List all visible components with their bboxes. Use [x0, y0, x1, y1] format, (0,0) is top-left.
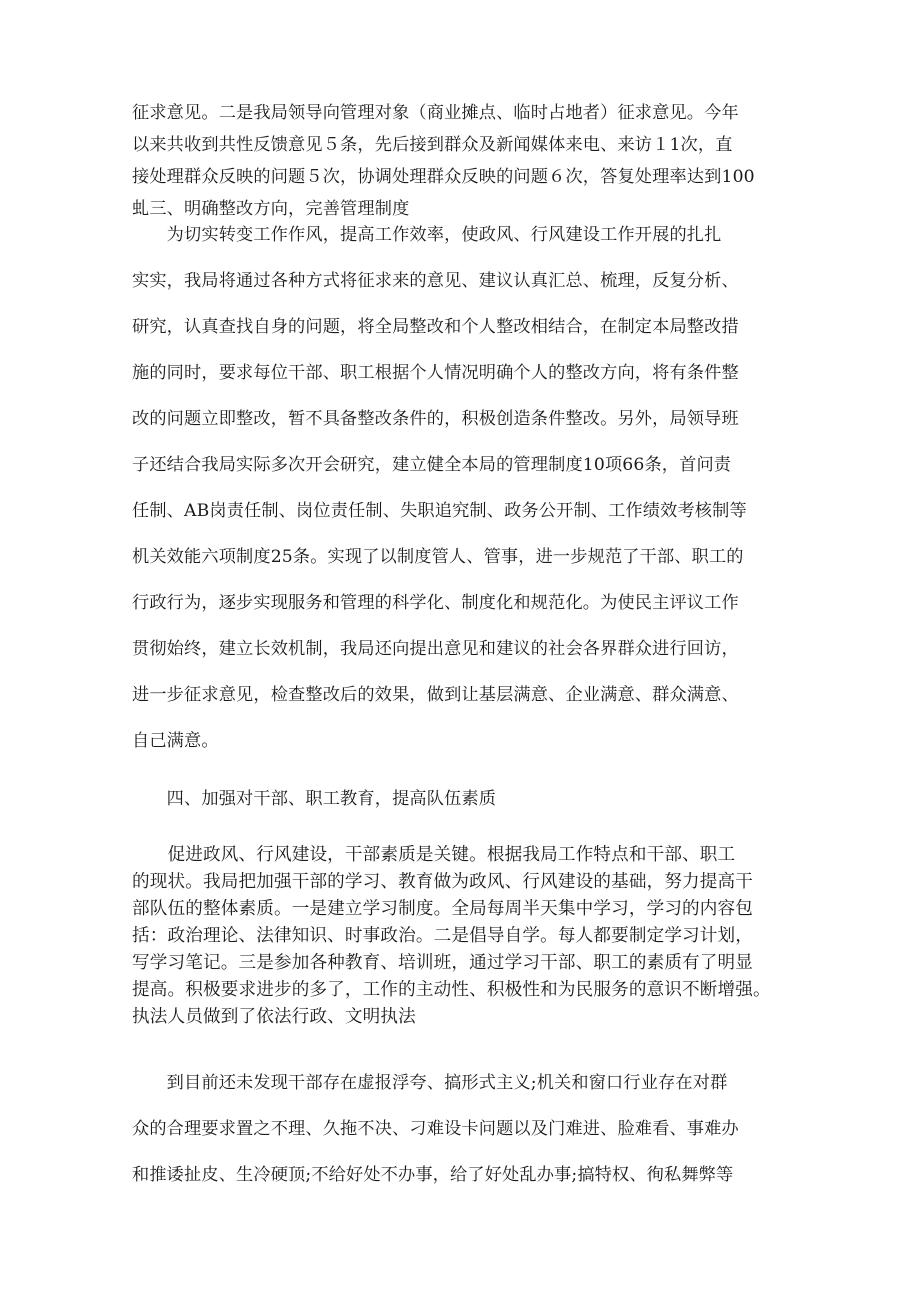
- text-line: 执法人员做到了依法行政、文明执法: [132, 1007, 416, 1027]
- text-line: 行政行为，逐步实现服务和管理的科学化、制度化和规范化。为使民主评议工作: [132, 593, 739, 613]
- text-line: 部队伍的整体素质。一是建立学习制度。全局每周半天集中学习，学习的内容包: [132, 899, 754, 919]
- text-line: 括：政治理论、法律知识、时事政治。二是倡导自学。每人都要制定学习计划，: [132, 926, 754, 946]
- text-line: 子还结合我局实际多次开会研究，建立健全本局的管理制度10项66条，首问责: [132, 455, 732, 475]
- text-line: 改的问题立即整改，暂不具备整改条件的，积极创造条件整改。另外，局领导班: [132, 409, 739, 429]
- section-title: 四、加强对干部、职工教育，提高队伍素质: [132, 789, 497, 809]
- text-line: 接处理群众反映的问题５次，协调处理群众反映的问题６次，答复处理率达到100: [132, 167, 755, 187]
- text-line: 促进政风、行风建设，干部素质是关键。根据我局工作特点和干部、职工: [132, 845, 736, 865]
- text-line: 写学习笔记。三是参加各种教育、培训班，通过学习干部、职工的素质有了明显: [132, 953, 754, 973]
- paragraph-education: [132, 842, 802, 1031]
- paragraph-conduct: [132, 1060, 802, 1198]
- text-line: 以来共收到共性反馈意见５条，先后接到群众及新闻媒体来电、来访１1次，直: [132, 135, 733, 155]
- text-line: 任制、AB岗责任制、岗位责任制、失职追究制、政务公开制、工作绩效考核制等: [132, 501, 747, 521]
- text-line: 征求意见。二是我局领导向管理对象（商业摊点、临时占地者）征求意见。今年: [132, 103, 739, 123]
- text-line: 研究，认真查找自身的问题，将全局整改和个人整改相结合，在制定本局整改措: [132, 317, 739, 337]
- text-line: 机关效能六项制度25条。实现了以制度管人、管事，进一步规范了干部、职工的: [132, 547, 744, 567]
- text-line: 贯彻始终，建立长效机制，我局还向提出意见和建议的社会各界群众进行回访，: [132, 639, 739, 659]
- text-line: 虬三、明确整改方向，完善管理制度: [132, 199, 410, 219]
- text-line: 和推诿扯皮、生冷硬顶;不给好处不办事，给了好处乱办事;搞特权、徇私舞弊等: [132, 1165, 734, 1185]
- text-line: 到目前还未发现干部存在虚报浮夸、搞形式主义;机关和窗口行业存在对群: [132, 1073, 728, 1093]
- paragraph-rectification: [132, 212, 802, 764]
- text-line: 自己满意。: [132, 731, 219, 751]
- text-line: 的现状。我局把加强干部的学习、教育做为政风、行风建设的基础，努力提高干: [132, 872, 754, 892]
- text-line: 为切实转变工作作风，提高工作效率，使政风、行风建设工作开展的扎扎: [132, 225, 722, 245]
- text-line: 实实，我局将通过各种方式将征求来的意见、建议认真汇总、梳理，反复分析、: [132, 271, 739, 291]
- paragraph-feedback: [132, 97, 802, 225]
- text-line: 众的合理要求置之不理、久拖不决、刁难设卡问题以及门难进、脸难看、事难办: [132, 1119, 739, 1139]
- text-line: 进一步征求意见，检查整改后的效果，做到让基层满意、企业满意、群众满意、: [132, 685, 739, 705]
- section-heading-four: [132, 783, 802, 815]
- text-line: 施的同时，要求每位干部、职工根据个人情况明确个人的整改方向，将有条件整: [132, 363, 739, 383]
- text-line: 提高。积极要求进步的多了，工作的主动性、积极性和为民服务的意识不断增强。: [132, 980, 771, 1000]
